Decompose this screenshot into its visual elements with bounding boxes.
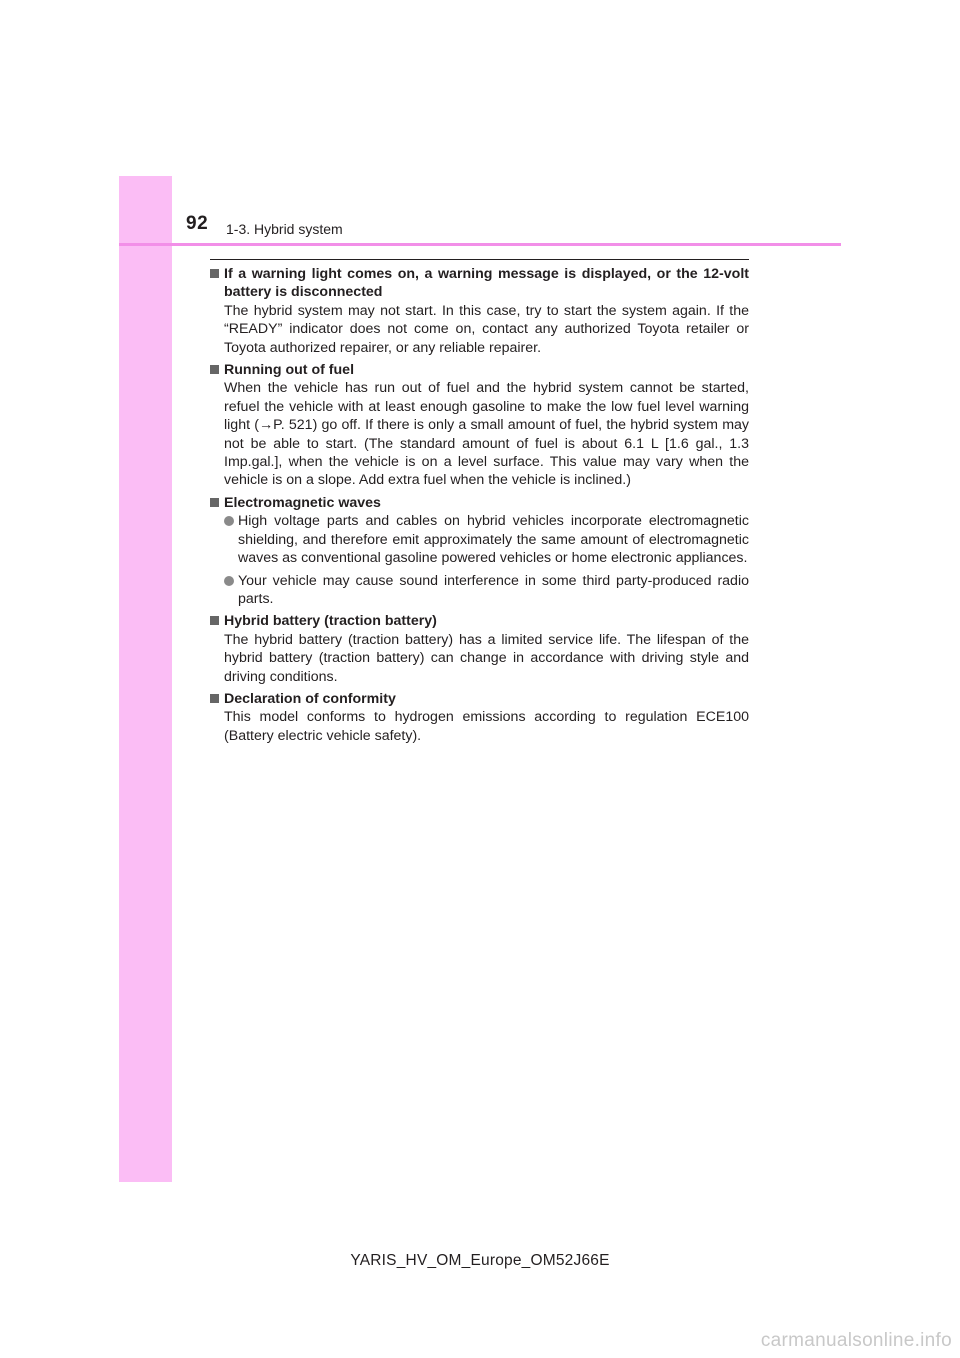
section-running-out-of-fuel <box>210 361 749 490</box>
section-hybrid-battery <box>210 612 749 686</box>
section-heading: Running out of fuel <box>210 361 749 379</box>
circle-bullet-icon <box>224 576 234 586</box>
footer-document-code: YARIS_HV_OM_Europe_OM52J66E <box>350 1252 610 1269</box>
header-rule <box>119 243 841 246</box>
square-bullet-icon <box>210 269 219 278</box>
square-bullet-icon <box>210 365 219 374</box>
section-declaration-of-conformity <box>210 690 749 745</box>
list-item: High voltage parts and cables on hybrid vehicles incorporate electromagnetic shielding, and therefore emit approximately the same amount of electromagnetic waves as conventional gasoline powered vehicles or home electronic appliances. <box>210 512 749 567</box>
watermark: carmanualsonline.info <box>760 1330 952 1351</box>
section-heading: If a warning light comes on, a warning message is displayed, or the 12-volt battery is disconnected <box>210 265 749 302</box>
page-content <box>210 265 749 749</box>
circle-bullet-icon <box>224 516 234 526</box>
section-heading: Declaration of conformity <box>210 690 749 708</box>
square-bullet-icon <box>210 694 219 703</box>
square-bullet-icon <box>210 616 219 625</box>
section-heading: Electromagnetic waves <box>210 494 749 512</box>
list-item: Your vehicle may cause sound interference in some third party-produced radio parts. <box>210 572 749 609</box>
section-title: 1-3. Hybrid system <box>226 221 343 237</box>
page-number: 92 <box>186 213 209 234</box>
content-divider <box>210 259 749 260</box>
section-body: The hybrid battery (traction battery) has a limited service life. The lifespan of the hybrid battery (traction battery) can change in accordance with driving style and driving conditions. <box>224 631 749 685</box>
section-body: When the vehicle has run out of fuel and the hybrid system cannot be started, refuel the vehicle with at least enough gasoline to make the low fuel level warning light (→P. 521) go off. If there is only a small amount of fuel, the hybrid system may not be able to start. (The standard amount of fuel is about 6.1 L [1.6 gal., 1.3 Imp.gal.], when the vehicle is on a level surface. This value may vary when the vehicle is on a slope. Add extra fuel when the vehicle is inclined.) <box>224 380 749 489</box>
square-bullet-icon <box>210 498 219 507</box>
section-warning-light <box>210 265 749 357</box>
section-electromagnetic-waves <box>210 494 749 608</box>
section-body: This model conforms to hydrogen emissions according to regulation ECE100 (Battery electric vehicle safety). <box>224 709 749 744</box>
chapter-tab-sidebar <box>119 176 172 1182</box>
section-heading: Hybrid battery (traction battery) <box>210 612 749 630</box>
section-body: The hybrid system may not start. In this case, try to start the system again. If the “READY” indicator does not come on, contact any authorized Toyota retailer or Toyota authorized repairer, or any reliable repairer. <box>224 302 749 356</box>
